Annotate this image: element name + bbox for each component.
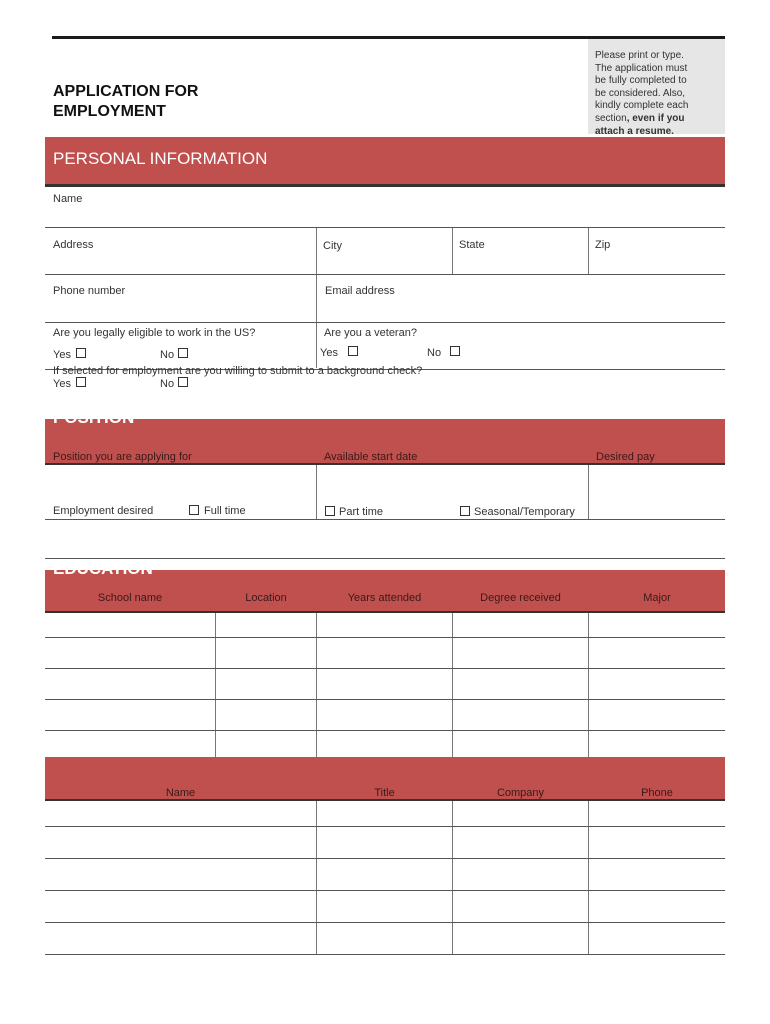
address-label: Address — [53, 239, 94, 251]
form-title — [53, 82, 198, 122]
reference-row[interactable] — [45, 923, 725, 954]
background-question: If selected for employment are you willing to submit to a background check? — [53, 365, 423, 377]
note-line: The application must — [595, 62, 688, 74]
reference-row[interactable] — [45, 827, 725, 858]
eligible-yes-label: Yes — [53, 349, 71, 361]
divider — [588, 228, 589, 275]
part-time-label: Part time — [339, 506, 384, 518]
city-field[interactable] — [318, 253, 452, 273]
divider — [45, 519, 725, 520]
divider — [45, 184, 725, 187]
state-label: State — [459, 239, 485, 251]
divider — [45, 730, 725, 731]
education-row[interactable] — [45, 613, 725, 637]
education-row[interactable] — [45, 638, 725, 668]
divider — [588, 465, 589, 519]
instruction-note — [588, 39, 725, 137]
note-normal-part: section — [595, 112, 627, 124]
seasonal-label: Seasonal/Temporary — [474, 506, 575, 518]
veteran-yes-checkbox[interactable] — [348, 346, 358, 356]
education-heading: EDUCATION — [53, 559, 153, 578]
position-field[interactable] — [45, 466, 316, 496]
divider — [45, 463, 725, 465]
divider — [45, 274, 725, 275]
position-applying-label: Position you are applying for — [53, 451, 192, 463]
eligible-yes-checkbox[interactable] — [76, 348, 86, 358]
reference-row[interactable] — [45, 859, 725, 890]
eligible-no-checkbox[interactable] — [178, 348, 188, 358]
email-field[interactable] — [318, 299, 724, 321]
eligible-question: Are you legally eligible to work in the US? — [53, 327, 256, 339]
full-time-label: Full time — [204, 505, 246, 517]
note-line: Please print or type. — [595, 50, 684, 61]
divider — [45, 227, 725, 228]
seasonal-checkbox[interactable] — [460, 506, 470, 516]
divider — [316, 465, 317, 519]
note-line-mixed — [595, 113, 688, 126]
zip-label: Zip — [595, 239, 611, 251]
ref-col-title: Title — [374, 787, 395, 799]
note-bold-line: attach a resume. — [595, 125, 674, 137]
employment-desired-label: Employment desired — [53, 505, 154, 517]
email-label: Email address — [325, 285, 395, 297]
divider — [45, 954, 725, 955]
start-date-field[interactable] — [318, 466, 586, 496]
phone-field[interactable] — [45, 299, 316, 321]
note-line: be considered. Also, — [595, 87, 686, 99]
position-header — [45, 408, 725, 463]
zip-field[interactable] — [590, 253, 724, 273]
name-label: Name — [53, 193, 83, 205]
education-row[interactable] — [45, 700, 725, 730]
personal-info-header — [45, 137, 725, 184]
ref-col-name: Name — [165, 787, 196, 799]
education-row[interactable] — [45, 669, 725, 699]
note-line: be fully completed to — [595, 75, 687, 87]
edu-col-location: Location — [245, 592, 287, 604]
background-no-checkbox[interactable] — [178, 377, 188, 387]
ref-col-company: Company — [496, 787, 545, 799]
position-heading: POSITION — [53, 408, 135, 427]
ref-col-phone: Phone — [641, 787, 673, 799]
desired-pay-label: Desired pay — [596, 451, 655, 463]
city-label: City — [323, 240, 342, 252]
state-field[interactable] — [454, 253, 588, 273]
edu-col-degree: Degree received — [480, 592, 561, 604]
reference-row[interactable] — [45, 801, 725, 826]
background-yes-checkbox[interactable] — [76, 377, 86, 387]
full-time-checkbox[interactable] — [189, 505, 199, 515]
divider — [316, 323, 317, 368]
veteran-question: Are you a veteran? — [324, 327, 417, 339]
divider — [316, 228, 317, 275]
edu-col-school: School name — [97, 592, 163, 604]
background-no-label: No — [160, 378, 175, 390]
part-time-checkbox[interactable] — [325, 506, 335, 516]
background-yes-label: Yes — [53, 378, 71, 390]
personal-info-heading: PERSONAL INFORMATION — [53, 149, 268, 168]
start-date-label: Available start date — [324, 451, 418, 463]
edu-col-major: Major — [643, 592, 671, 604]
note-bold-part: , even if you — [626, 112, 685, 124]
eligible-no-label: No — [160, 349, 175, 361]
divider — [452, 228, 453, 275]
name-field[interactable] — [45, 206, 725, 226]
note-line: kindly complete each — [595, 100, 689, 112]
address-field[interactable] — [45, 253, 316, 273]
form-title-line2: EMPLOYMENT — [53, 103, 166, 120]
edu-col-years: Years attended — [347, 592, 422, 604]
veteran-no-checkbox[interactable] — [450, 346, 460, 356]
form-title-line1: APPLICATION FOR — [53, 83, 199, 100]
divider — [316, 275, 317, 322]
veteran-no-label: No — [427, 347, 442, 359]
desired-pay-field[interactable] — [590, 466, 724, 518]
phone-label: Phone number — [53, 285, 126, 297]
education-header — [45, 559, 725, 611]
divider — [45, 322, 725, 323]
veteran-yes-label: Yes — [320, 347, 338, 359]
reference-row[interactable] — [45, 891, 725, 922]
